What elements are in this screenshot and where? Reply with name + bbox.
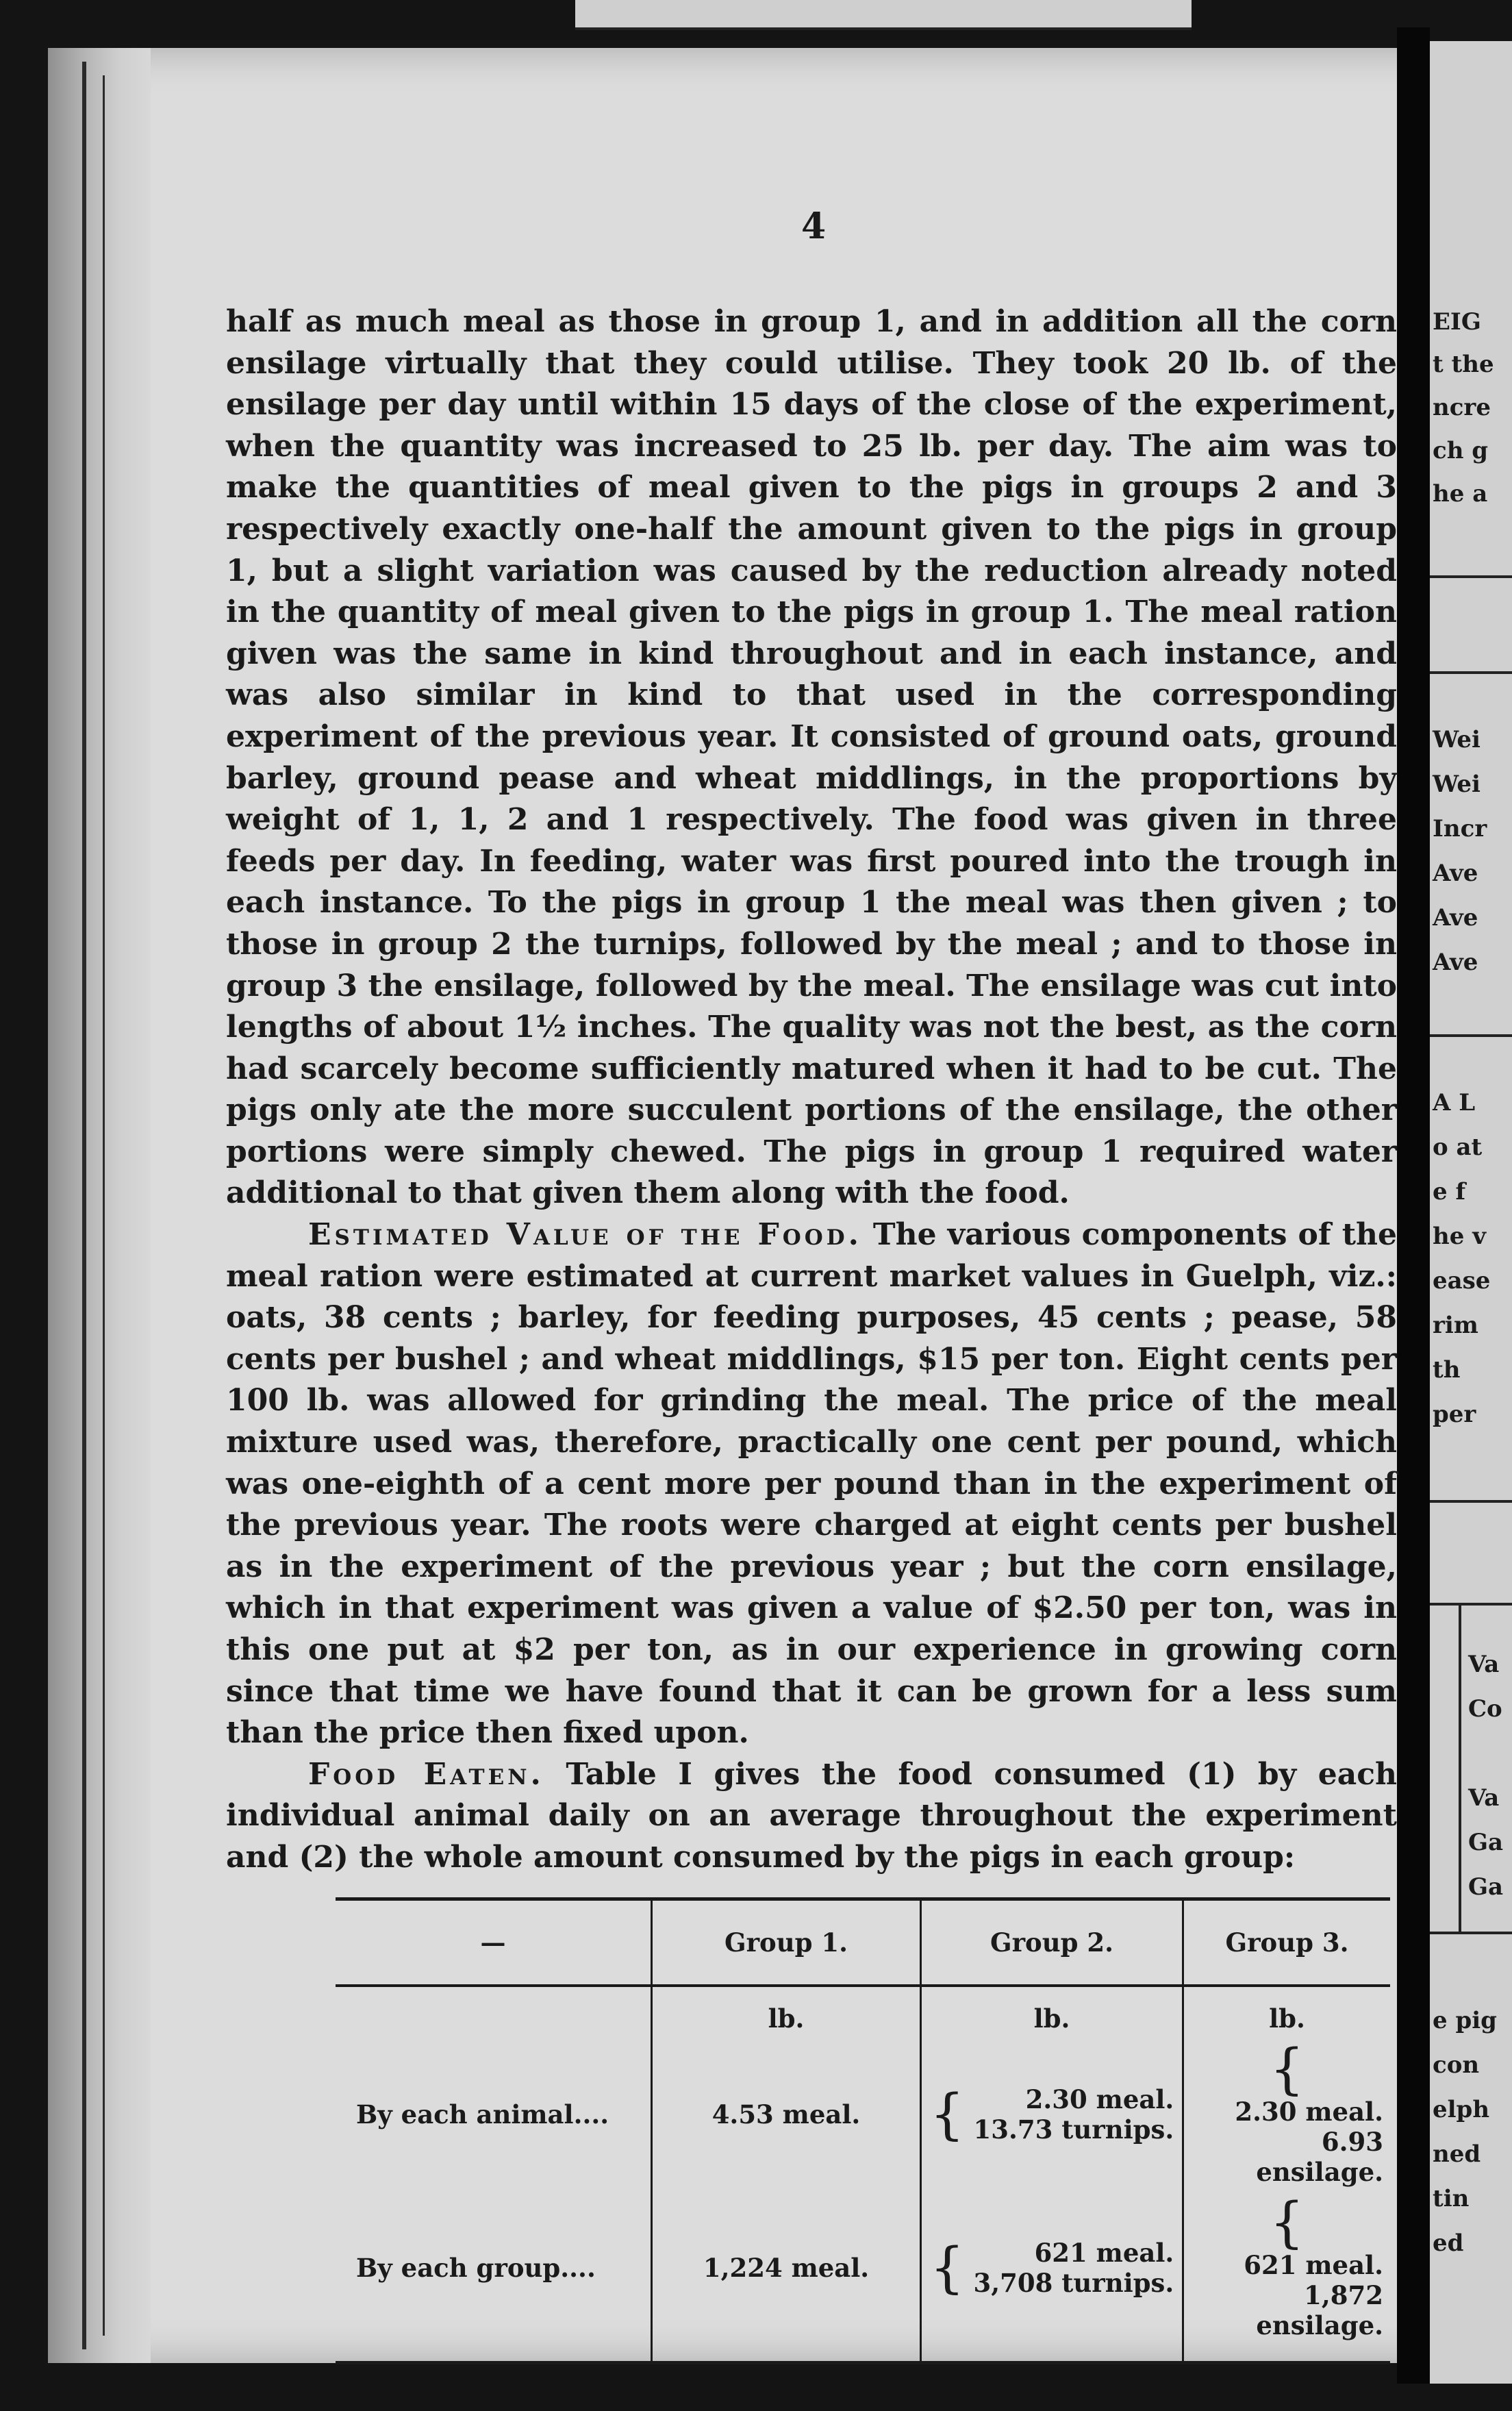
table-cell: 1,224 meal. <box>652 2191 921 2363</box>
next-page-text: he a <box>1433 480 1488 508</box>
table-header-row <box>336 1899 1390 1986</box>
food-consumed-table <box>336 1897 1390 2364</box>
brace-glyph: { <box>1270 2190 1305 2254</box>
cell-stack <box>974 2238 1174 2298</box>
page-edge-line <box>82 62 86 2349</box>
table-row <box>336 2038 1390 2191</box>
next-page-text: con <box>1433 2051 1480 2079</box>
table-cell <box>921 2038 1183 2191</box>
next-page-text: ned <box>1433 2140 1481 2168</box>
next-page-fragment <box>1430 41 1512 2384</box>
cell-stack <box>1191 2250 1383 2340</box>
next-page-text: ch g <box>1433 437 1489 464</box>
next-page-text: Incr <box>1433 815 1487 842</box>
next-page-rule <box>1430 1932 1512 1934</box>
table-cell: lb. <box>652 1986 921 2038</box>
next-page-text: EIG <box>1433 308 1481 336</box>
table-cell: lb. <box>1183 1986 1391 2038</box>
paragraph-feeding: half as much meal as those in group 1, and in addition all the corn ensilage virtually that they could utilise. They took 20 lb. of the ensilage per day until within 15 days of the close of the experiment, when the quantity was increased to 25 lb. per day. The aim was to make the quantities of meal given to the pigs in groups 2 and 3 respectively exactly one-half the amount given to the pigs in group 1, but a slight variation was caused by the reduction already noted in the quantity of meal given to the pigs in group 1. The meal ration given was the same in kind throughout and in each instance, and was also similar in kind to that used in the corresponding experiment of the previous year. It consisted of ground oats, ground barley, ground pease and wheat middlings, in the proportions by weight of 1, 1, 2 and 1 respectively. The food was given in three feeds per day. In feeding, water was first poured into the trough in each instance. To the pigs in group 1 the meal was then given ; to those in group 2 the turnips, followed by the meal ; and to those in group 3 the ensilage, followed by the meal. The ensilage was cut into lengths of about 1½ inches. The quality was not the best, as the corn had scarcely become sufficiently matured when it had to be cut. The pigs only ate the more succulent portions of the ensilage, the other portions were simply chewed. The pigs in group 1 required water additional to that given them along with the food. <box>226 304 1397 1211</box>
section-heading-food-eaten: Food Eaten. <box>308 1756 544 1792</box>
next-page-text: ncre <box>1433 394 1491 421</box>
next-page-text: Wei <box>1433 726 1480 753</box>
table-cell <box>336 1986 652 2038</box>
table-cell <box>1183 2038 1391 2191</box>
next-page-text: A L <box>1433 1089 1476 1116</box>
next-page-text: Ga <box>1468 1829 1504 1856</box>
next-page-text: t the <box>1433 351 1494 378</box>
next-page-text: ease <box>1433 1267 1491 1295</box>
page-left-edge-shadow <box>48 48 151 2363</box>
cell-line: 3,708 turnips. <box>973 2268 1174 2298</box>
next-page-rule <box>1430 575 1512 578</box>
next-page-text: Va <box>1468 1651 1500 1678</box>
cell-line: 6.93 ensilage. <box>1256 2127 1383 2187</box>
paragraph-estimated-value <box>226 1214 1397 1754</box>
page-edge-line <box>103 75 105 2336</box>
brace-glyph: { <box>929 2082 965 2146</box>
cell-line: 13.73 turnips. <box>973 2114 1174 2145</box>
next-page-text: Ave <box>1433 904 1478 932</box>
table-header: Group 2. <box>921 1899 1183 1986</box>
next-page-text: tin <box>1433 2185 1470 2212</box>
next-page-text: Ave <box>1433 949 1478 976</box>
next-page-rule <box>1459 1603 1461 1932</box>
paragraph-food-eaten <box>226 1754 1397 1879</box>
cell-line: 2.30 meal. <box>1025 2084 1174 2114</box>
cell-stack <box>1191 2097 1383 2187</box>
cell-line: 621 meal. <box>1244 2250 1383 2280</box>
page-top-strip <box>575 0 1192 30</box>
table-row-label: By each group.... <box>356 2253 596 2283</box>
table-units-row <box>336 1986 1390 2038</box>
table-header: Group 1. <box>652 1899 921 1986</box>
next-page-text: Ga <box>1468 1873 1504 1901</box>
next-page-text: ed <box>1433 2229 1464 2257</box>
next-page-rule <box>1430 671 1512 674</box>
table-header: Group 3. <box>1183 1899 1391 1986</box>
table-cell: lb. <box>921 1986 1183 2038</box>
page-body <box>226 301 1397 1879</box>
table-row <box>336 2191 1390 2363</box>
table-cell <box>1183 2191 1391 2363</box>
next-page-text: per <box>1433 1401 1476 1428</box>
brace-glyph: { <box>1270 2037 1305 2101</box>
next-page-text: Ave <box>1433 860 1478 887</box>
next-page-text: Va <box>1468 1784 1500 1812</box>
table-cell <box>921 2191 1183 2363</box>
next-page-rule <box>1430 1034 1512 1037</box>
next-page-text: e pig <box>1433 2007 1497 2034</box>
table-header: — <box>336 1899 652 1986</box>
next-page-text: elph <box>1433 2096 1490 2123</box>
next-page-text: Wei <box>1433 771 1480 798</box>
page-number: 4 <box>801 205 827 247</box>
next-page-text: he v <box>1433 1223 1486 1250</box>
next-page-rule <box>1430 1500 1512 1503</box>
binding-gutter <box>1397 27 1430 2384</box>
section-heading-estimated-value: Estimated Value of the Food. <box>308 1217 862 1253</box>
table-row-label: By each animal.... <box>356 2099 609 2129</box>
brace-glyph: { <box>929 2236 965 2299</box>
next-page-text: th <box>1433 1356 1461 1384</box>
cell-line: 1,872 ensilage. <box>1256 2280 1383 2340</box>
next-page-rule <box>1430 1603 1512 1606</box>
next-page-text: e f <box>1433 1178 1466 1206</box>
paragraph-text: Table I gives the food consumed (1) by each individual animal daily on an average throughout the experiment and (2) the whole amount consumed by the pigs in each group: <box>226 1756 1397 1875</box>
cell-stack <box>974 2084 1174 2145</box>
paragraph-text: The various components of the meal ration were estimated at current market values in Guelph, viz.: oats, 38 cents ; barley, for feeding purposes, 45 cents ; pease, 58 cents per bushel ; and wheat middlings, $15 per ton. Eight cents per 100 lb. was allowed for grinding the meal. The price of the meal mixture used was, therefore, practically one cent per pound, which was one-eighth of a cent more per pound than in the experiment of the previous year. The roots were charged at eight cents per bushel as in the experiment of the previous year ; but the corn ensilage, which in that experiment was given a value of $2.50 per ton, was in this one put at $2 per ton, as in our experience in growing corn since that time we have found that it can be grown for a less sum than the price then fixed upon. <box>226 1217 1398 1751</box>
table-cell: 4.53 meal. <box>652 2038 921 2191</box>
cell-line: 621 meal. <box>1034 2238 1174 2268</box>
next-page-text: o at <box>1433 1134 1483 1161</box>
cell-line: 2.30 meal. <box>1235 2097 1383 2127</box>
next-page-text: rim <box>1433 1312 1478 1339</box>
next-page-text: Co <box>1468 1695 1502 1723</box>
